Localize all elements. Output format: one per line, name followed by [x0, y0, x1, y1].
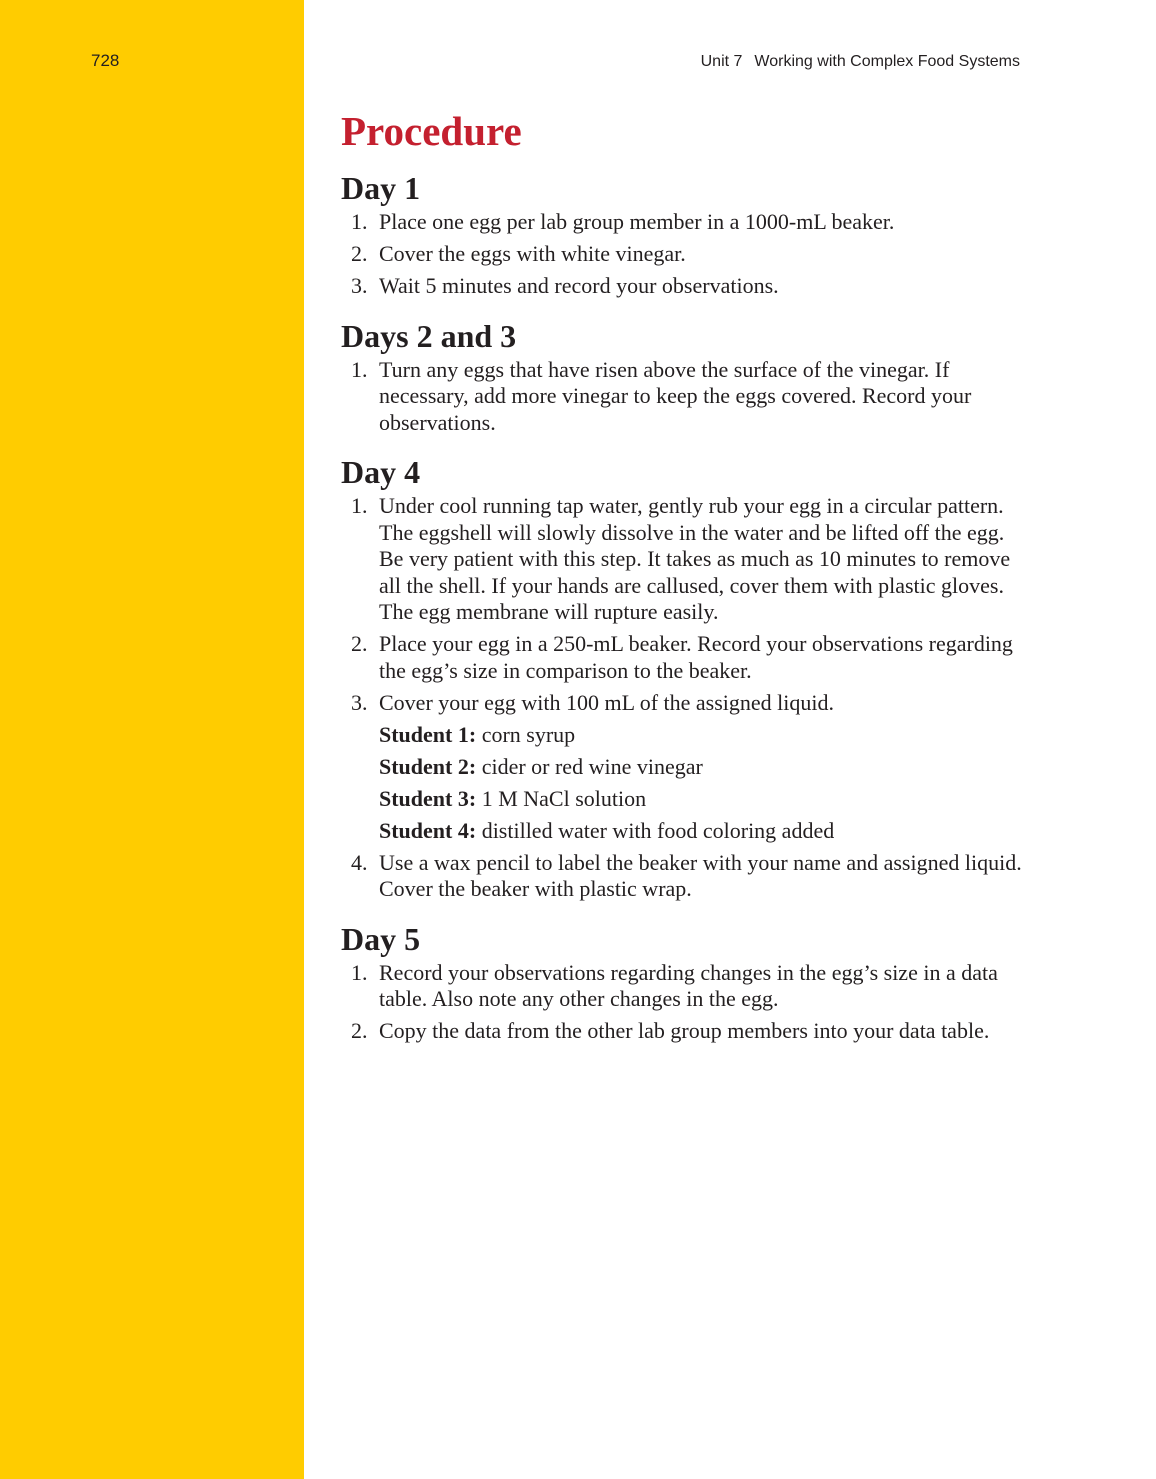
- list-item: 3. Cover your egg with 100 mL of the assigned liquid. Student 1: corn syrup Student 2: cider or red wine vinegar Student 3: 1 M NaCl solution Student 4: distilled water with food coloring added: [341, 690, 1031, 845]
- list-item: 2. Cover the eggs with white vinegar.: [351, 241, 686, 266]
- student-assignment: Student 1: corn syrup: [379, 721, 576, 747]
- list-item: 2. Place your egg in a 250-mL beaker. Record your observations regarding the egg’s size in comparison to the beaker.: [351, 631, 1013, 683]
- steps-day-5: [341, 960, 1031, 1045]
- list-item: 1. Record your observations regarding changes in the egg’s size in a data table. Also note any other changes in the egg.: [351, 959, 998, 1011]
- yellow-sidebar: [0, 0, 304, 1479]
- student-assignment: Student 3: 1 M NaCl solution: [379, 785, 647, 811]
- page-title: Procedure: [341, 108, 522, 154]
- unit-label: Unit 7: [700, 53, 743, 70]
- main-content: [341, 108, 1031, 1050]
- list-item: 1. Under cool running tap water, gently rub your egg in a circular pattern. The eggshell will slowly dissolve in the water and be lifted off the egg. Be very patient with this step. It takes as much as 10 minutes to remove all the shell. If your hands are callused, cover them with plastic gloves. The egg membrane will rupture easily.: [351, 493, 1011, 624]
- student-assignment: Student 2: cider or red wine vinegar: [379, 753, 703, 779]
- page-number: 728: [91, 51, 120, 70]
- steps-day-1: [341, 209, 1031, 300]
- student-assignment: Student 4: distilled water with food coloring added: [379, 817, 835, 843]
- section-heading-day-5: Day 5: [341, 920, 421, 957]
- section-heading-day-4: Day 4: [341, 454, 421, 490]
- section-heading-days-2-3: Days 2 and 3: [341, 317, 517, 354]
- section-heading-day-1: Day 1: [341, 170, 421, 206]
- list-item: 1. Place one egg per lab group member in a 1000-mL beaker.: [351, 209, 895, 234]
- unit-title: Working with Complex Food Systems: [754, 53, 1020, 70]
- list-item: 1. Turn any eggs that have risen above the surface of the vinegar. If necessary, add more vinegar to keep the eggs covered. Record your observations.: [351, 356, 972, 435]
- steps-day-4: [341, 493, 1031, 903]
- list-item: 3. Wait 5 minutes and record your observations.: [351, 273, 779, 298]
- steps-days-2-3: [341, 357, 1031, 437]
- list-item: 2. Copy the data from the other lab group members into your data table.: [351, 1018, 990, 1043]
- list-item: 4. Use a wax pencil to label the beaker with your name and assigned liquid. Cover the beaker with plastic wrap.: [351, 849, 1022, 901]
- running-head: [701, 53, 1020, 71]
